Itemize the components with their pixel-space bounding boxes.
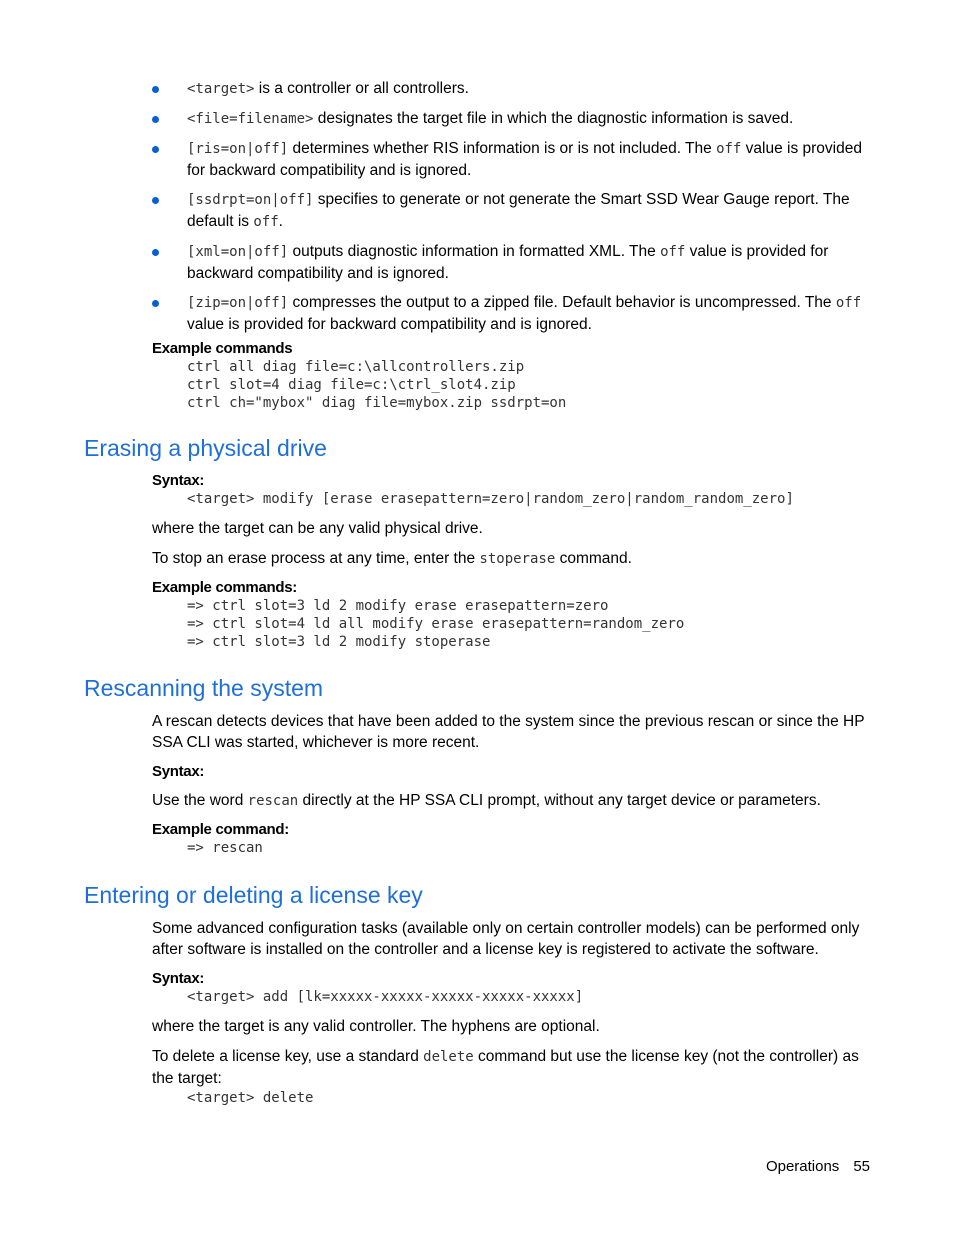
code-line: ctrl slot=4 diag file=c:\ctrl_slot4.zip	[187, 377, 516, 393]
code-line: <target> delete	[187, 1090, 314, 1106]
example-label: Example commands:	[152, 579, 297, 596]
code-line: => ctrl slot=3 ld 2 modify stoperase	[187, 634, 491, 650]
bullet-icon	[152, 197, 159, 204]
page-footer	[752, 1158, 870, 1175]
list-item: [xml=on|off] outputs diagnostic information in formatted XML. The off value is provided for backward compatibility and is ignored.	[152, 241, 872, 284]
bullet-icon	[152, 116, 159, 123]
list-item: [ris=on|off] determines whether RIS information is or is not included. The off value is provided for backward compatibility and is ignored.	[152, 138, 872, 181]
diag-examples	[152, 340, 872, 412]
paragraph: Use the word rescan directly at the HP SSA CLI prompt, without any target device or parameters.	[152, 792, 821, 809]
code-line: => rescan	[187, 840, 263, 856]
code-line: ctrl all diag file=c:\allcontrollers.zip	[187, 359, 525, 375]
example-label: Example command:	[152, 821, 289, 838]
syntax-label: Syntax:	[152, 763, 205, 780]
bullet-icon	[152, 146, 159, 153]
code-line: => ctrl slot=3 ld 2 modify erase erasepattern=zero	[187, 598, 609, 614]
list-item: [ssdrpt=on|off] specifies to generate or not generate the Smart SSD Wear Gauge report. The default is off.	[152, 189, 872, 233]
code-line: => ctrl slot=4 ld all modify erase erasepattern=random_zero	[187, 616, 685, 632]
rescan-section	[152, 711, 872, 857]
syntax-code: <target> add [lk=xxxxx-xxxxx-xxxxx-xxxxx-xxxxx]	[187, 989, 584, 1005]
syntax-label: Syntax:	[152, 472, 205, 489]
list-item: <file=filename> designates the target file in which the diagnostic information is saved.	[152, 108, 872, 130]
paragraph: where the target can be any valid physical drive.	[152, 520, 483, 537]
license-section	[152, 918, 872, 1107]
list-item: [zip=on|off] compresses the output to a zipped file. Default behavior is uncompressed. The off value is provided for backward compatibility and is ignored.	[152, 292, 872, 335]
list-item: <target> is a controller or all controllers.	[152, 78, 872, 100]
paragraph: A rescan detects devices that have been added to the system since the previous rescan or since the HP SSA CLI was started, whichever is more recent.	[152, 713, 865, 751]
section-heading-erase: Erasing a physical drive	[84, 435, 327, 461]
bullet-icon	[152, 249, 159, 256]
erase-section	[152, 472, 872, 651]
paragraph: To stop an erase process at any time, enter the stoperase command.	[152, 550, 632, 567]
section-heading-license: Entering or deleting a license key	[84, 882, 423, 908]
section-heading-rescan: Rescanning the system	[84, 675, 324, 701]
option-list	[152, 78, 872, 343]
paragraph: Some advanced configuration tasks (available only on certain controller models) can be performed only after software is installed on the controller and a license key is registered to activate the software.	[152, 920, 860, 958]
bullet-icon	[152, 86, 159, 93]
example-label: Example commands	[152, 340, 293, 357]
code-line: ctrl ch="mybox" diag file=mybox.zip ssdrpt=on	[187, 395, 567, 411]
footer-section: Operations	[765, 1158, 840, 1175]
syntax-label: Syntax:	[152, 970, 205, 987]
paragraph: To delete a license key, use a standard delete command but use the license key (not the controller) as the target:	[152, 1048, 859, 1087]
page-number: 55	[853, 1158, 870, 1175]
paragraph: where the target is any valid controller. The hyphens are optional.	[152, 1018, 600, 1035]
bullet-icon	[152, 300, 159, 307]
syntax-code: <target> modify [erase erasepattern=zero|random_zero|random_random_zero]	[187, 491, 794, 507]
